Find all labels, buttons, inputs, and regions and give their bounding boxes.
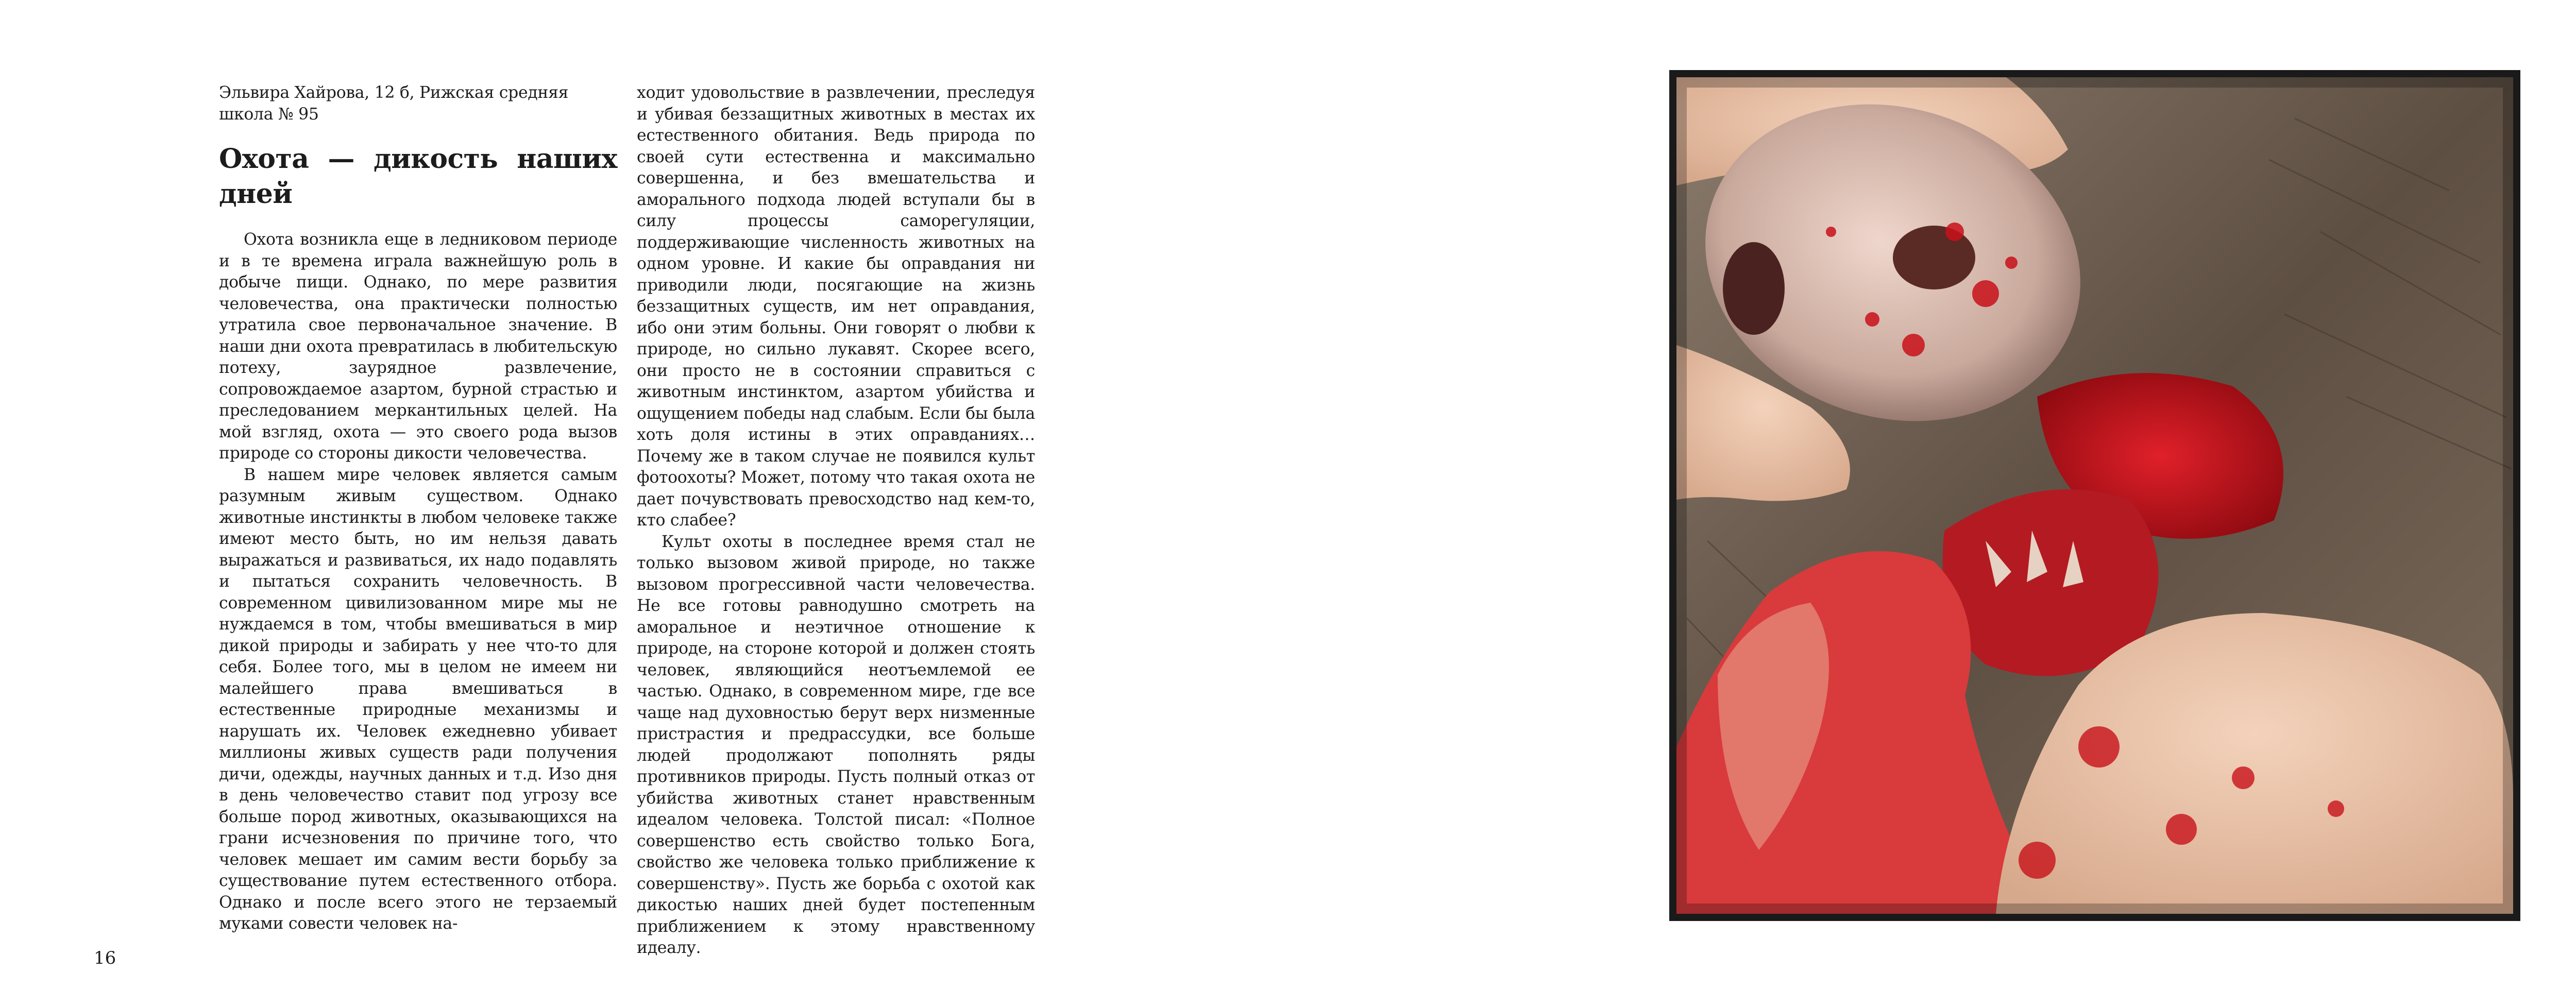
page-number: 16 bbox=[94, 948, 116, 968]
bloodied-boar-snout-photo bbox=[1676, 77, 2513, 914]
photo-illustration bbox=[1676, 77, 2513, 914]
nostril-left bbox=[1723, 242, 1785, 335]
article-title: Охота — дикость наших дней bbox=[219, 143, 617, 210]
article-paragraph-1: Охота возникла еще в ледниковом периоде и в те времена играла важнейшую роль в добыче пищи. Однако, по мере развития человечества, она практически полностью утратила свое первоначальное значение. В наши дни охота превратилась в любительскую потеху, заурядное развлечение, сопровождаемое азартом, бурной страстью и преследованием меркантильных целей. На мой взгляд, охота — это своего рода вызов природе со стороны дикости человечества. bbox=[219, 230, 617, 463]
text-column-right bbox=[637, 82, 1035, 959]
article-paragraph-3: Культ охоты в последнее время стал не только вызовом живой природе, но также вызовом прогрессивной части человечества. Не все готовы равнодушно смотреть на аморальное и неэтичное отношение к природе, на стороне которой и должен стоять человек, являющийся неотъемлемой ее частью. Однако, в современном мире, где все чаще над духовностью берут верх низменные пристрастия и предрассудки, все больше людей продолжают пополнять ряды противников природы. Пусть полный отказ от убийства животных станет нравственным идеалом человека. Толстой писал: «Полное совершенство есть свойство только Бога, свойство же человека только приближение к совершенству». Пусть же борьба с охотой как дикостью наших дней будет постепенным приближением к этому нравственному идеалу. bbox=[637, 532, 1035, 957]
article-paragraph-2-end: ходит удовольствие в развлечении, преследуя и убивая беззащитных животных в местах их естественного обитания. Ведь природа по своей сути естественна и максимально совершенна, и без вмешательства и аморального подхода людей вступали бы в силу процессы саморегуляции, поддерживающие численность животных на одном уровне. И какие бы оправдания ни приводили люди, посягающие на жизнь беззащитных существ, им нет оправдания, ибо они этим больны. Они говорят о любви к природе, но сильно лукавят. Скорее всего, они просто не в состоянии справиться с животным инстинктом, азартом убийства и ощущением победы над слабым. Если бы была хоть доля истины в этих оправданиях… Почему же в таком случае не появился культ фотоохоты? Может, потому что такая охота не дает почувствовать превосходство над кем-то, кто слабее? bbox=[637, 83, 1035, 530]
article-author: Эльвира Хайрова, 12 б, Рижская средняя школа № 95 bbox=[219, 83, 569, 124]
article-paragraph-2-start: В нашем мире человек является самым разумным живым существом. Однако животные инстинкты в любом человеке также имеют место быть, но им нельзя давать выражаться и развиваться, их надо подавлять и пытаться сохранить человечность. В современном цивилизованном мире мы не нуждаемся в том, чтобы вмешиваться в мир дикой природы и забирать у нее что-то для себя. Более того, мы в целом не имеем ни малейшего права вмешиваться в естественные природные механизмы и нарушать их. Человек ежедневно убивает миллионы живых существ ради получения дичи, одежды, научных данных и т.д. Изо дня в день человечество ставит под угрозу все больше пород животных, оказывающихся на грани исчезновения по причине того, что человек мешает им самим вести борьбу за существование путем естественного отбора. Однако и после всего этого не терзаемый муками совести человек на- bbox=[219, 465, 617, 933]
text-column-left bbox=[219, 82, 617, 935]
photograph-frame bbox=[1669, 70, 2520, 921]
